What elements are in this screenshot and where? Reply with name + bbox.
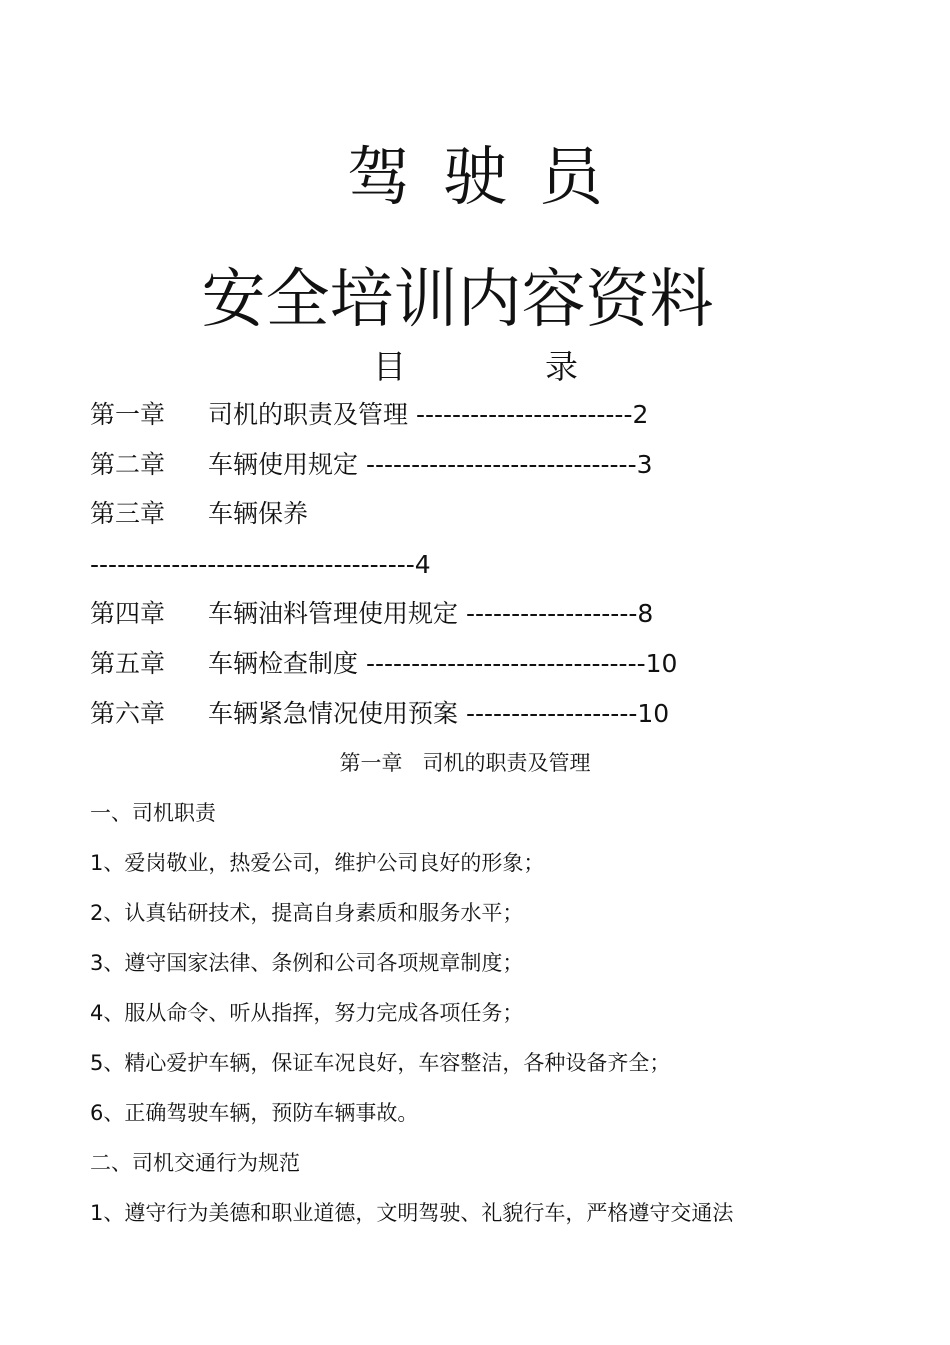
body-paragraph: 1、遵守行为美德和职业道德，文明驾驶、礼貌行车，严格遵守交通法 — [90, 1201, 734, 1225]
body-paragraph: 2、认真钻研技术，提高自身素质和服务水平； — [90, 901, 524, 925]
toc-chapter-title: 车辆保养 — [208, 499, 309, 528]
toc-entry — [90, 494, 308, 534]
chapter-heading: 第一章 司机的职责及管理 — [339, 751, 591, 775]
toc-heading-char-2: 录 — [545, 347, 578, 386]
body-paragraph: 4、服从命令、听从指挥，努力完成各项任务； — [90, 1001, 524, 1025]
document-subtitle: 安全培训内容资料 — [201, 263, 714, 337]
toc-leader-page: -------------------8 — [458, 599, 654, 628]
toc-heading-char-1: 目 — [373, 347, 406, 386]
toc-chapter-number: 第四章 — [90, 599, 166, 628]
toc-leader-page: -------------------10 — [458, 699, 670, 728]
toc-heading — [0, 345, 950, 389]
body-paragraph: 6、正确驾驶车辆，预防车辆事故。 — [90, 1101, 419, 1125]
toc-leader-page: ------------------------------3 — [358, 450, 653, 479]
section-heading: 二、司机交通行为规范 — [90, 1151, 300, 1175]
toc-chapter-number: 第六章 — [90, 699, 166, 728]
toc-entry — [90, 395, 648, 435]
toc-entry — [90, 694, 669, 734]
toc-chapter-title: 车辆检查制度 — [208, 649, 359, 678]
toc-chapter-number: 第二章 — [90, 450, 166, 479]
toc-leader-page: ------------------------------------4 — [90, 550, 431, 579]
toc-chapter-number: 第一章 — [90, 400, 166, 429]
toc-entry-continuation — [90, 545, 431, 585]
toc-entry — [90, 644, 677, 684]
body-paragraph: 5、精心爱护车辆，保证车况良好，车容整洁，各种设备齐全； — [90, 1051, 671, 1075]
toc-chapter-title: 车辆紧急情况使用预案 — [208, 699, 459, 728]
toc-chapter-number: 第五章 — [90, 649, 166, 678]
body-paragraph: 3、遵守国家法律、条例和公司各项规章制度； — [90, 951, 524, 975]
toc-chapter-title: 车辆使用规定 — [208, 450, 359, 479]
toc-entry — [90, 594, 653, 634]
toc-leader-page: ------------------------2 — [408, 400, 649, 429]
toc-chapter-number: 第三章 — [90, 499, 166, 528]
toc-chapter-title: 车辆油料管理使用规定 — [208, 599, 459, 628]
toc-leader-page: -------------------------------10 — [358, 649, 678, 678]
section-heading: 一、司机职责 — [90, 801, 216, 825]
document-title: 驾驶员 — [347, 141, 635, 215]
body-paragraph: 1、爱岗敬业，热爱公司，维护公司良好的形象； — [90, 851, 545, 875]
toc-entry — [90, 445, 653, 485]
toc-chapter-title: 司机的职责及管理 — [208, 400, 409, 429]
